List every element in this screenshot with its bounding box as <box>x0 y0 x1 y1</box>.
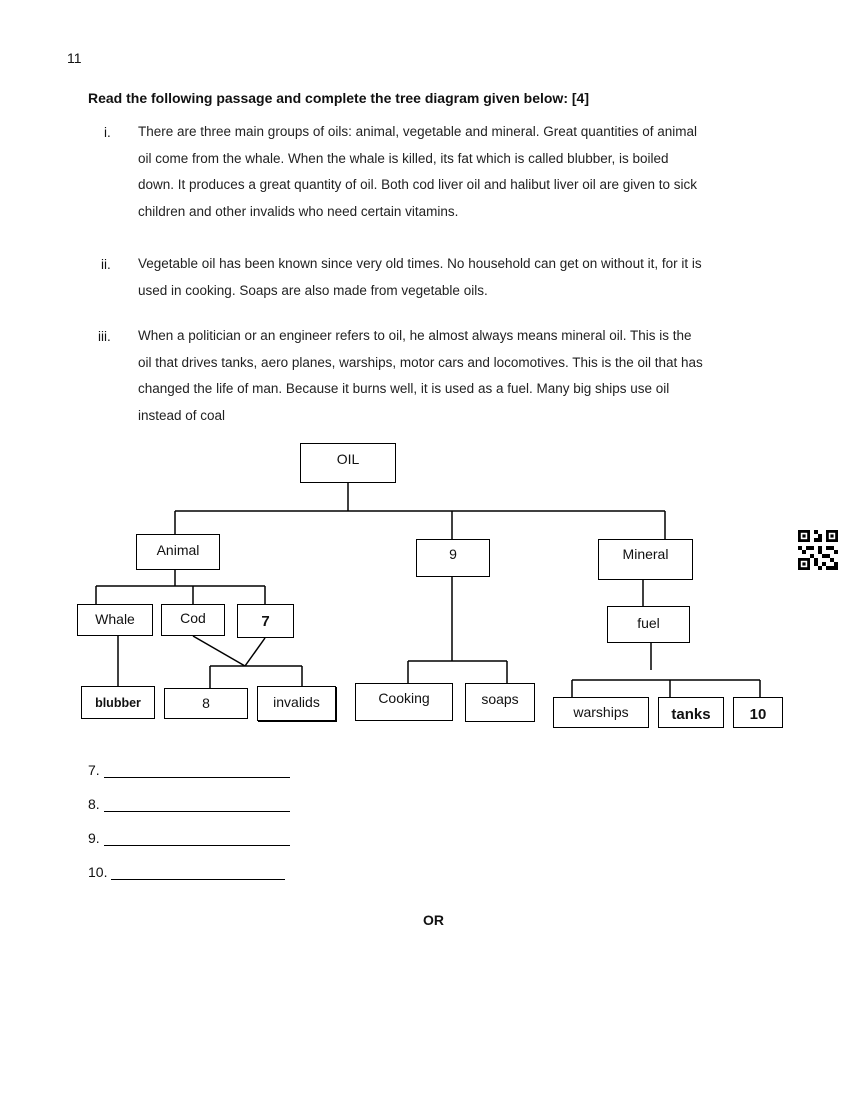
answer-blank-8 <box>88 796 290 812</box>
tree-node-mineral: Mineral <box>598 539 693 580</box>
answer-line[interactable] <box>104 763 290 778</box>
paragraph-line: Vegetable oil has been known since very old times. No household can get on without it, for it is <box>138 256 702 271</box>
tree-node-cod: Cod <box>161 604 225 636</box>
tree-blank-9: 9 <box>416 539 490 577</box>
tree-blank-8: 8 <box>164 688 248 719</box>
answer-line[interactable] <box>111 865 285 880</box>
tree-node-soaps: soaps <box>465 683 535 722</box>
tree-node-cooking: Cooking <box>355 683 453 721</box>
paragraph-line: down. It produces a great quantity of oil. Both cod liver oil and halibut liver oil are given to sick <box>138 177 698 192</box>
tree-node-fuel: fuel <box>607 606 690 643</box>
answer-line[interactable] <box>104 831 290 846</box>
paragraph-line: changed the life of man. Because it burns well, it is used as a fuel. Many big ships use oil <box>138 381 670 396</box>
answer-label: 7. <box>88 762 100 778</box>
paragraph-line: oil come from the whale. When the whale is killed, its fat which is called blubber, is boiled <box>138 150 669 166</box>
answer-blank-7 <box>88 762 290 778</box>
paragraph-line: instead of coal <box>138 407 226 423</box>
or-separator: OR <box>423 912 444 928</box>
tree-node-invalids: invalids <box>257 686 336 721</box>
page-number: 11 <box>67 50 82 66</box>
paragraph-number-iii: iii. <box>98 329 111 344</box>
tree-node-tanks: tanks <box>658 697 724 728</box>
answer-label: 8. <box>88 796 100 812</box>
paragraph-line: used in cooking. Soaps are also made from vegetable oils. <box>138 282 488 298</box>
question-heading: Read the following passage and complete the tree diagram given below: [4] <box>88 90 589 106</box>
paragraph-line: There are three main groups of oils: animal, vegetable and mineral. Great quantities of animal <box>138 124 698 139</box>
answer-label: 10. <box>88 864 108 880</box>
paragraph-number-ii: ii. <box>101 257 111 272</box>
paragraph-line: When a politician or an engineer refers to oil, he almost always means mineral oil. This is the <box>138 328 692 343</box>
tree-node-whale: Whale <box>77 604 153 636</box>
tree-blank-10: 10 <box>733 697 783 728</box>
paragraph-line: oil that drives tanks, aero planes, warships, motor cars and locomotives. This is the oil that has <box>138 354 703 370</box>
qr-code-icon <box>798 530 838 570</box>
tree-node-oil: OIL <box>300 443 396 483</box>
answer-blank-9 <box>88 830 290 846</box>
answer-blank-10 <box>88 864 285 880</box>
answer-label: 9. <box>88 830 100 846</box>
tree-node-animal: Animal <box>136 534 220 570</box>
tree-node-blubber: blubber <box>81 686 155 719</box>
tree-blank-7: 7 <box>237 604 294 638</box>
paragraph-number-i: i. <box>104 125 111 140</box>
paragraph-line: children and other invalids who need certain vitamins. <box>138 203 459 219</box>
tree-node-warships: warships <box>553 697 649 728</box>
answer-line[interactable] <box>104 797 290 812</box>
